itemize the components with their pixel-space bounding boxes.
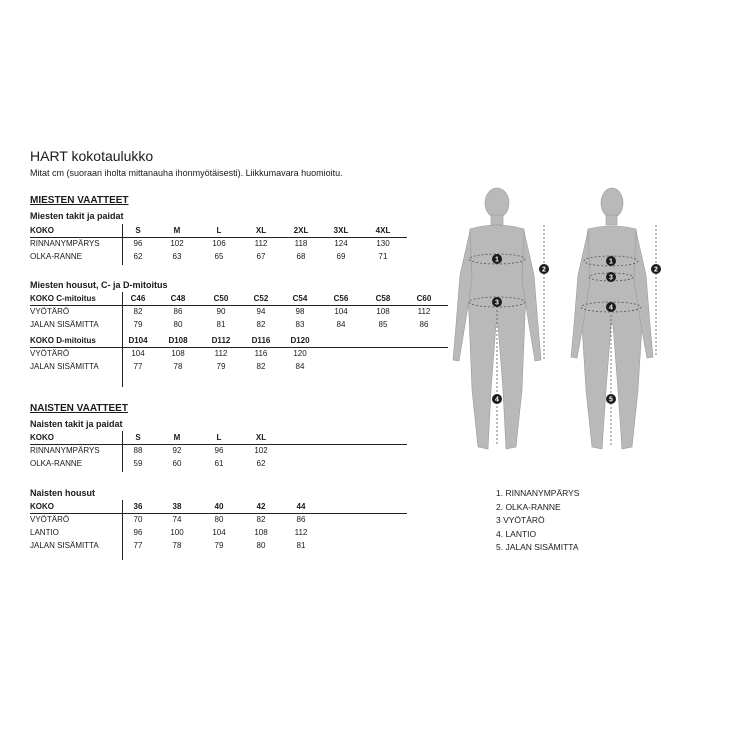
men-tops-row-label: RINNANYMPÄRYS [30,239,100,248]
measure-marker-number: 2 [654,266,658,274]
women-pants-cell: 74 [172,515,182,524]
men-pants-c-cell: 86 [173,307,183,316]
legend-item: 3 VYÖTÄRÖ [496,515,545,525]
women-tops-cell: 92 [172,446,182,455]
women-tops-row-label: KOKO [30,433,54,442]
men-tops-cell: 69 [336,252,346,261]
men-tops-header-row [30,224,407,238]
men-pants-c-cell: 86 [419,320,429,329]
men-pants-c-cell: 80 [173,320,183,329]
men-pants-d-cell: 79 [216,362,226,371]
women-pants-cell: 80 [256,541,266,550]
women-pants-cell: 38 [172,502,182,511]
men-tops-row [30,250,407,263]
women-pants-cell: 44 [296,502,306,511]
men-tops-cell: 68 [296,252,306,261]
measure-marker-number: 3 [495,299,499,307]
men-pants-d-cell: 112 [214,349,228,358]
men-heading: MIESTEN VAATTEET [30,195,129,206]
men-tops-cell: 3XL [333,226,349,235]
legend-item: 5. JALAN SISÄMITTA [496,542,579,552]
women-tops-cell: XL [255,433,267,442]
women-pants-divider [122,500,123,560]
men-pants-c-cell: 98 [295,307,305,316]
women-tops-cell: M [173,433,181,442]
measure-marker-number: 4 [495,396,499,404]
women-pants-cell: 79 [214,541,224,550]
men-pants-c-cell: 84 [336,320,346,329]
men-tops-cell: 118 [294,239,308,248]
women-tops-cell: 59 [133,459,143,468]
men-pants-c-row [30,305,448,318]
women-tops-cell: L [216,433,222,442]
men-pants-c-cell: 82 [133,307,143,316]
men-pants-c-cell: 83 [295,320,305,329]
men-pants-d-cell: D120 [290,336,310,345]
men-pants-d-cell: 108 [171,349,185,358]
legend-item: 2. OLKA-RANNE [496,501,561,512]
legend-item: 1. RINNANYMPÄRYS [496,488,580,498]
women-pants-cell: 100 [170,528,184,537]
men-tops-cell: 63 [172,252,182,261]
men-tops-cell: L [216,226,222,235]
men-pants-d-cell: 120 [293,349,307,358]
men-pants-d-row-label: KOKO D-mitoitus [30,336,96,345]
men-tops-cell: 67 [256,252,266,261]
men-pants-d-row-label: VYÖTÄRÖ [30,349,70,358]
men-tops-cell: 4XL [375,226,391,235]
women-tops-row [30,444,407,457]
men-pants-c-cell: C52 [253,294,269,303]
men-pants-c-cell: C56 [333,294,349,303]
women-pants-cell: 42 [256,502,266,511]
women-tops-row-label: OLKA-RANNE [30,459,83,468]
men-pants-d-header-row [30,334,448,348]
measure-marker-number: 1 [609,258,613,266]
men-pants-c-cell: C50 [213,294,229,303]
women-pants-cell: 96 [133,528,143,537]
women-pants-cell: 81 [296,541,306,550]
men-pants-d-row [30,360,448,373]
men-tops-cell: XL [255,226,267,235]
women-tops-divider [122,431,123,472]
page-subtitle: Mitat cm (suoraan iholta mittanauha ihonmyötäisesti). Liikkumavara huomioitu. [30,168,343,178]
men-pants-c-cell: C60 [416,294,432,303]
men-tops-row [30,237,407,250]
men-tops-cell: 62 [133,252,143,261]
measure-marker-number: 5 [609,396,613,404]
men-pants-c-cell: 108 [376,307,390,316]
men-pants-d-cell: D108 [168,336,188,345]
measure-marker-number: 1 [495,256,499,264]
men-pants-d-cell: 77 [133,362,143,371]
men-tops-cell: 112 [254,239,268,248]
men-tops-divider [122,224,123,265]
women-tops-cell: 60 [172,459,182,468]
men-pants-c-row [30,318,448,331]
men-pants-c-cell: C46 [130,294,146,303]
men-pants-c-cell: 104 [334,307,348,316]
women-pants-cell: 78 [172,541,182,550]
women-tops-cell: 102 [254,446,268,455]
men-pants-c-cell: 112 [417,307,431,316]
men-pants-d-cell: 116 [254,349,268,358]
men-pants-c-row-label: JALAN SISÄMITTA [30,320,99,329]
men-tops-cell: M [173,226,181,235]
men-pants-d-row-label: JALAN SISÄMITTA [30,362,99,371]
measure-marker-number: 3 [609,274,613,282]
women-pants-row-label: JALAN SISÄMITTA [30,541,99,550]
women-tops-cell: 96 [214,446,224,455]
women-pants-cell: 36 [133,502,143,511]
men-pants-c-header-row [30,292,448,306]
women-heading: NAISTEN VAATTEET [30,403,128,414]
men-pants-d-cell: D112 [211,336,231,345]
women-pants-cell: 86 [296,515,306,524]
men-tops-cell: 96 [133,239,143,248]
men-pants-c-cell: C58 [375,294,391,303]
women-pants-cell: 80 [214,515,224,524]
men-tops-cell: 71 [378,252,388,261]
men-pants-d-cell: 104 [131,349,145,358]
men-tops-row-label: OLKA-RANNE [30,252,83,261]
women-tops-header-row [30,431,407,445]
women-tops-row-label: RINNANYMPÄRYS [30,446,100,455]
men-pants-c-cell: 90 [216,307,226,316]
men-pants-d-cell: D116 [251,336,271,345]
women-tops-heading: Naisten takit ja paidat [30,419,123,429]
men-pants-d-cell: 82 [256,362,266,371]
men-pants-c-row-label: KOKO C-mitoitus [30,294,96,303]
female-figure [571,188,653,449]
women-pants-cell: 70 [133,515,143,524]
men-pants-c-cell: C48 [170,294,186,303]
men-pants-d-cell: 78 [173,362,183,371]
measure-marker-number: 4 [609,304,613,312]
men-tops-cell: 130 [376,239,390,248]
men-pants-c-cell: 94 [256,307,266,316]
women-pants-row [30,539,407,552]
women-pants-cell: 104 [212,528,226,537]
men-tops-heading: Miesten takit ja paidat [30,211,124,221]
women-pants-row [30,513,407,526]
women-tops-row [30,457,407,470]
women-pants-row-label: VYÖTÄRÖ [30,515,70,524]
women-pants-cell: 77 [133,541,143,550]
men-tops-cell: S [135,226,141,235]
men-pants-d-row [30,347,448,360]
women-pants-cell: 112 [294,528,308,537]
women-pants-cell: 108 [254,528,268,537]
body-figures-illustration [440,185,680,465]
page-title: HART kokotaulukko [30,148,154,164]
measure-marker-number: 2 [542,266,546,274]
men-pants-c-cell: 82 [256,320,266,329]
legend-item: 4. LANTIO [496,528,537,539]
women-tops-cell: 61 [214,459,224,468]
women-tops-cell: 62 [256,459,266,468]
men-tops-cell: 2XL [293,226,309,235]
women-tops-cell: S [135,433,141,442]
women-tops-cell: 88 [133,446,143,455]
women-pants-row-label: KOKO [30,502,54,511]
men-pants-c-cell: 81 [216,320,226,329]
men-tops-cell: 106 [212,239,226,248]
men-tops-row-label: KOKO [30,226,54,235]
men-pants-c-cell: 79 [133,320,143,329]
men-pants-c-row-label: VYÖTÄRÖ [30,307,70,316]
women-pants-row-label: LANTIO [30,528,59,537]
women-pants-row [30,526,407,539]
women-pants-header-row [30,500,407,514]
men-pants-d-cell: 84 [295,362,305,371]
men-tops-cell: 102 [170,239,184,248]
women-pants-cell: 40 [214,502,224,511]
women-pants-cell: 82 [256,515,266,524]
men-tops-cell: 65 [214,252,224,261]
women-pants-heading: Naisten housut [30,488,96,498]
men-pants-c-cell: 85 [378,320,388,329]
men-tops-cell: 124 [334,239,348,248]
men-pants-c-cell: C54 [292,294,308,303]
men-pants-heading: Miesten housut, C- ja D-mitoitus [30,280,168,290]
men-pants-d-cell: D104 [128,336,148,345]
